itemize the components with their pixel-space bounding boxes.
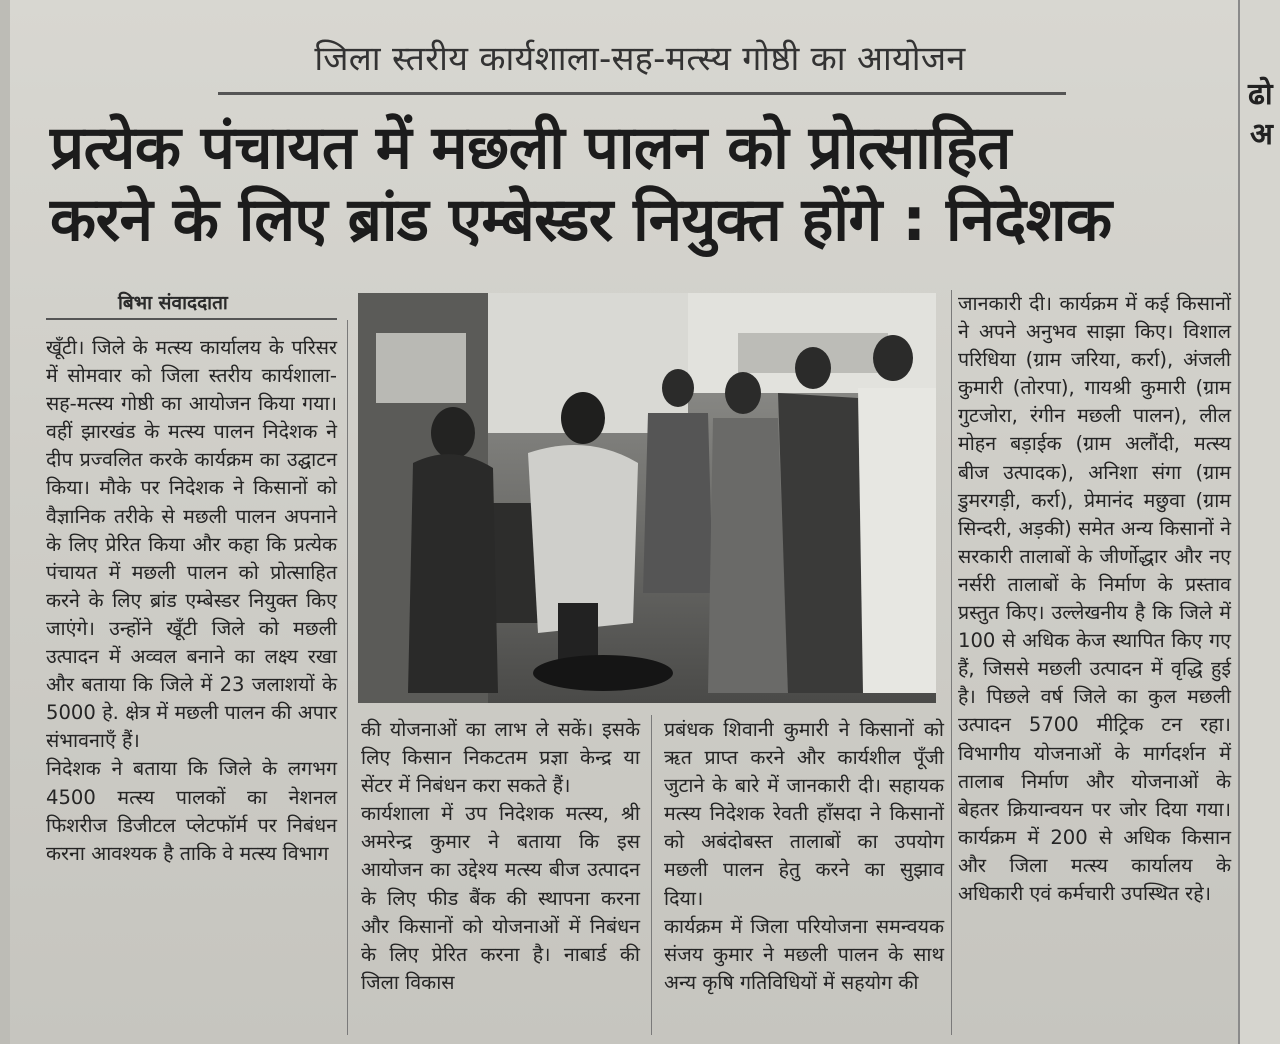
paragraph: खूँटी। जिले के मत्स्य कार्यालय के परिसर में सोमवार को जिला स्तरीय कार्यशाला-सह-मत्स्य गोष्ठी का आयोजन किया गया। वहीं झारखंड के मत्स्य पालन निदेशक ने दीप प्रज्वलित करके कार्यक्रम का उद्घाटन किया। मौके पर निदेशक ने किसानों को वैज्ञानिक तरीके से मछली पालन अपनाने के लिए प्रेरित किया और कहा कि प्रत्येक पंचायत में मछली पालन को प्रोत्साहित करने के लिए ब्रांड एम्बेस्डर नियुक्त किए जाएंगे। उन्होंने खूँटी जिले को मछली उत्पादन में अव्वल बनाने का लक्ष्य रखा और बताया कि जिले में 23 जलाशयों के 5000 हे. क्षेत्र में मछली पालन की अपार संभावनाएँ हैं। <box>46 336 337 753</box>
byline-rule <box>46 318 337 320</box>
article-headline <box>50 112 1230 256</box>
paragraph: कार्यक्रम में जिला परियोजना समन्वयक संजय कुमार ने मछली पालन के साथ अन्य कृषि गतिविधियों में सहयोग की <box>664 914 944 994</box>
article-column-4 <box>958 290 1231 908</box>
article-column-1 <box>46 334 337 868</box>
headline-line-1: प्रत्येक पंचायत में मछली पालन को प्रोत्साहित <box>50 113 1011 183</box>
page-edge <box>0 0 10 1044</box>
paragraph: की योजनाओं का लाभ ले सकें। इसके लिए किसान निकटतम प्रज्ञा केन्द्र या सेंटर में निबंधन करा सकते हैं। <box>361 718 640 798</box>
column-divider <box>951 290 952 1035</box>
paragraph: निदेशक ने बताया कि जिले के लगभग 4500 मत्स्य पालकों का नेशनल फिशरीज डिजीटल प्लेटफॉर्म पर निबंधन करना आवश्यक है ताकि वे मत्स्य विभाग <box>46 757 337 865</box>
column-divider <box>347 320 348 1035</box>
event-photo <box>358 293 936 703</box>
adjacent-headline-fragment: अ <box>1250 117 1273 152</box>
headline-line-2: करने के लिए ब्रांड एम्बेस्डर नियुक्त होंगे : निदेशक <box>50 185 1112 255</box>
article-kicker: जिला स्तरीय कार्यशाला-सह-मत्स्य गोष्ठी का आयोजन <box>314 39 966 79</box>
article-column-3 <box>664 716 944 997</box>
byline: बिभा संवाददाता <box>118 292 228 314</box>
column-divider <box>651 715 652 1035</box>
article-column-2 <box>361 716 640 997</box>
paragraph: जानकारी दी। कार्यक्रम में कई किसानों ने अपने अनुभव साझा किए। विशाल परिधिया (ग्राम जरिया, कर्रा), अंजली कुमारी (तोरपा), गायश्री कुमारी (ग्राम गुटजोरा, रंगीन मछली पालन), लील मोहन बड़ाईक (ग्राम अलौंदी, मत्स्य बीज उत्पादक), अनिशा संगा (ग्राम डुमरगड़ी, कर्रा), प्रेमानंद मछुवा (ग्राम सिन्दरी, अड़की) समेत अन्य किसानों ने सरकारी तालाबों के जीर्णोद्धार और नए नर्सरी तालाबों के निर्माण के प्रस्ताव प्रस्तुत किए। उल्लेखनीय है कि जिले में 100 से अधिक केज स्थापित किए गए हैं, जिससे मछली उत्पादन में वृद्धि हुई है। पिछले वर्ष जिले का कुल मछली उत्पादन 5700 मीट्रिक टन रहा। विभागीय योजनाओं के मार्गदर्शन में तालाब निर्माण और योजनाओं के बेहतर क्रियान्वयन पर जोर दिया गया। कार्यक्रम में 200 से अधिक किसान और जिला मत्स्य कार्यालय के अधिकारी एवं कर्मचारी उपस्थित रहे। <box>958 292 1231 905</box>
kicker-rule <box>218 92 1066 95</box>
adjacent-article-edge <box>1238 0 1280 1044</box>
adjacent-headline-fragment: ढो <box>1248 77 1273 112</box>
paragraph: प्रबंधक शिवानी कुमारी ने किसानों को ऋत प्राप्त करने और कार्यशील पूँजी जुटाने के बारे में जानकारी दी। सहायक मत्स्य निदेशक रेवती हाँसदा ने किसानों को अबंदोबस्त तालाबों का उपयोग मछली पालन हेतु करने का सुझाव दिया। <box>664 718 944 910</box>
paragraph: कार्यशाला में उप निदेशक मत्स्य, श्री अमरेन्द्र कुमार ने बताया कि इस आयोजन का उद्देश्य मत्स्य बीज उत्पादन के लिए फीड बैंक की स्थापना करना और किसानों को योजनाओं में निबंधन के लिए प्रेरित करना है। नाबार्ड की जिला विकास <box>361 802 640 994</box>
